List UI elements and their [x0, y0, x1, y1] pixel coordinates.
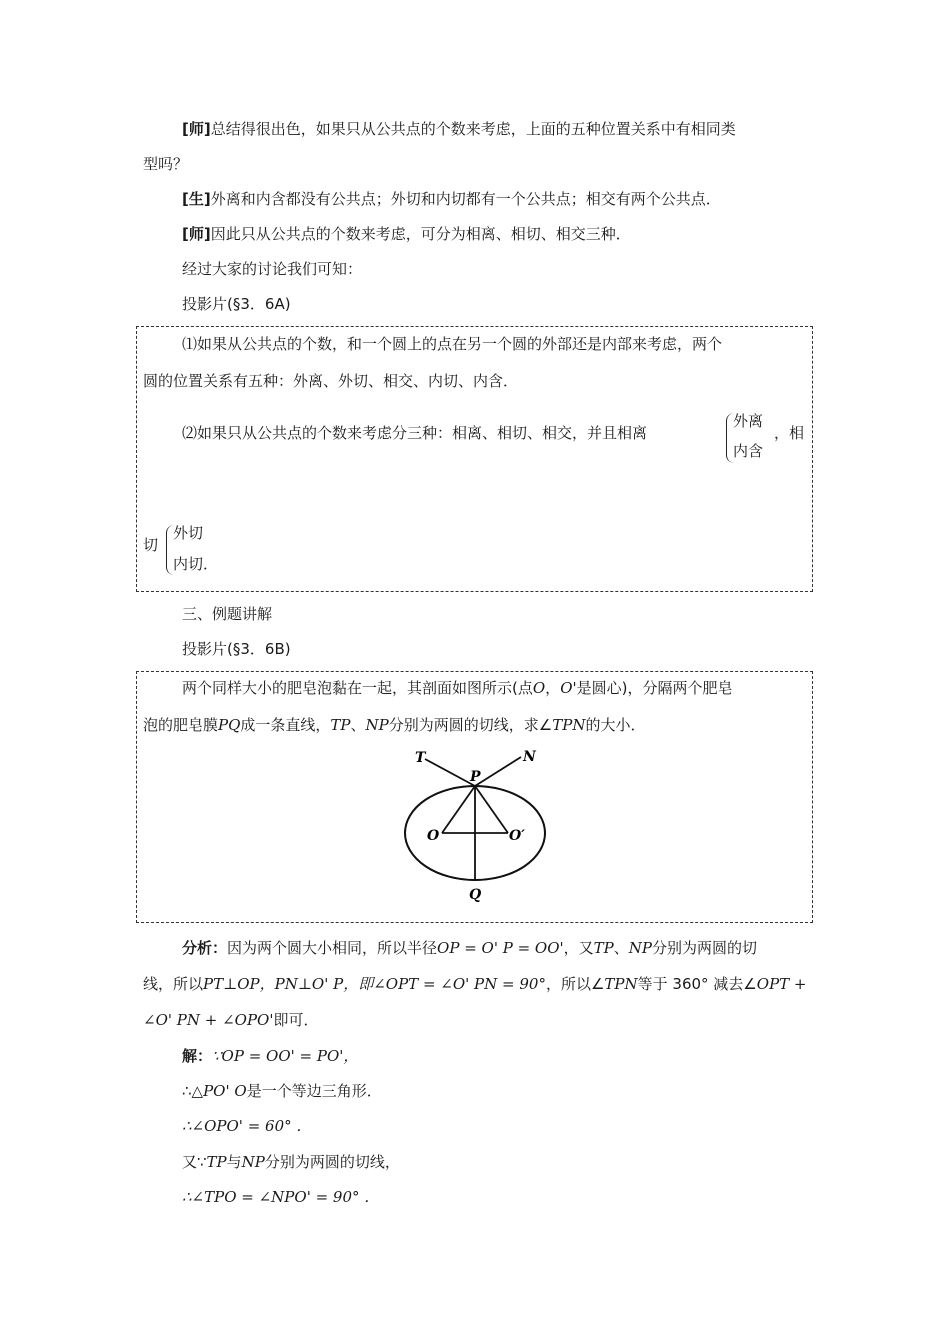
text: ，又: [563, 939, 594, 957]
box-a-item2-prefix: ⑵如果只从公共点的个数来考虑分三种：相离、相切、相交，并且相离: [182, 424, 648, 442]
brace-bottom-item: 内切．: [173, 555, 219, 573]
math-o-prime: O': [560, 679, 577, 697]
text: 、: [613, 939, 629, 957]
math: ∵OP = OO' = PO'，: [212, 1047, 359, 1065]
tangent-line-tp: [425, 759, 475, 786]
paragraph-text: 外离和内含都没有公共点；外切和内切都有一个公共点；相交有两个公共点．: [210, 190, 721, 208]
slide-label-b: 投影片(§3．6B): [182, 640, 291, 658]
brace-top-item: 外离: [733, 412, 764, 430]
text: 两个同样大小的肥皂泡黏在一起，其剖面如图所示(点: [182, 679, 533, 697]
math: PO' O: [203, 1082, 247, 1100]
box-a-item2-suffix: ，相: [774, 424, 805, 442]
label-o-prime: O′: [509, 828, 525, 844]
math-tp: TP: [330, 716, 351, 734]
text: ，所以∠: [545, 975, 605, 993]
text: 是一个等边三角形．: [246, 1082, 382, 1100]
math: TPN: [604, 975, 638, 993]
paragraph-text: 因此只从公共点的个数来考虑，可分为相离、相切、相交三种．: [210, 225, 631, 243]
math-tpn: TPN: [552, 716, 586, 734]
math-np: NP: [365, 716, 389, 734]
math: ∴∠TPO = ∠NPO' = 90° ．: [182, 1188, 380, 1206]
analysis-line2: [143, 973, 807, 995]
solution-line5: [182, 1186, 379, 1208]
label-q: Q: [469, 887, 482, 903]
analysis-label: 分析：: [182, 939, 228, 957]
text: 分别为两圆的切线，: [264, 1153, 400, 1171]
problem-line2: [143, 714, 645, 736]
math: ∴∠OPO' = 60° ．: [182, 1117, 312, 1135]
speaker-tag: [生]: [182, 190, 211, 208]
paragraph-continuation: 型吗？: [143, 155, 189, 173]
text: 泡的肥皂膜: [143, 716, 219, 734]
paragraph-student: [182, 188, 721, 210]
box-a-item1-line2: 圆的位置关系有五种：外离、外切、相交、内切、内含．: [143, 372, 519, 390]
text: 又∵: [182, 1153, 207, 1171]
text: 、: [350, 716, 366, 734]
soap-bubble-figure: [395, 745, 565, 907]
text: 等于 360° 减去∠: [637, 975, 757, 993]
text: ∴△: [182, 1082, 204, 1100]
math: OP = O' P = OO': [437, 939, 564, 957]
slide-label-a: 投影片(§3．6A): [182, 295, 291, 313]
text: 分别为两圆的切线，求∠: [388, 716, 553, 734]
label-o: O: [427, 828, 440, 844]
box-a-item1-line1: ⑴如果从公共点的个数，和一个圆上的点在另一个圆的外部还是内部来考虑，两个: [182, 335, 723, 353]
math: NP: [241, 1153, 265, 1171]
paragraph-text: 总结得很出色，如果只从公共点的个数来考虑，上面的五种位置关系中有相同类: [210, 120, 736, 138]
text: 成一条直线，: [240, 716, 331, 734]
box-a-item2-cont: 切: [143, 536, 159, 554]
solution-label: 解：: [182, 1047, 213, 1065]
speaker-tag: [师]: [182, 225, 211, 243]
math-o: O: [532, 679, 546, 697]
solution-line1: [182, 1045, 358, 1067]
math: ∠O' PN + ∠OPO': [143, 1011, 274, 1029]
slide-box-a: [136, 326, 813, 592]
math: TP: [593, 939, 614, 957]
paragraph-teacher-1: [182, 118, 736, 140]
speaker-tag: [师]: [182, 120, 211, 138]
segment-po: [442, 786, 475, 833]
math: OPT +: [756, 975, 807, 993]
text: 分别为两圆的切: [652, 939, 758, 957]
paragraph-summary-intro: 经过大家的讨论我们可知：: [182, 260, 363, 278]
text: 是圆心)，分隔两个肥皂: [576, 679, 733, 697]
paragraph-teacher-2: [182, 223, 631, 245]
solution-line3: [182, 1115, 311, 1137]
brace-top-item: 外切: [173, 524, 204, 542]
analysis-line1: [182, 937, 757, 959]
label-n: N: [523, 749, 536, 765]
problem-line1: [182, 677, 732, 699]
text: 即可．: [273, 1011, 319, 1029]
solution-line2: [182, 1080, 382, 1102]
section-heading: 三、例题讲解: [182, 605, 273, 623]
text: 与: [226, 1153, 242, 1171]
solution-line4: [182, 1151, 400, 1173]
brace-bottom-item: 内含: [733, 442, 764, 460]
tangent-line-np: [475, 757, 521, 786]
math: PT⊥OP，PN⊥O' P，即∠OPT = ∠O' PN = 90°: [203, 975, 546, 993]
math-pq: PQ: [218, 716, 241, 734]
segment-po-prime: [475, 786, 508, 833]
text: 因为两个圆大小相同，所以半径: [227, 939, 438, 957]
text: 的大小．: [585, 716, 646, 734]
label-p: P: [470, 769, 481, 785]
text: 线，所以: [143, 975, 204, 993]
math: TP: [206, 1153, 227, 1171]
math: NP: [628, 939, 652, 957]
text: ，: [545, 679, 561, 697]
analysis-line3: [143, 1009, 318, 1031]
label-t: T: [415, 750, 426, 766]
